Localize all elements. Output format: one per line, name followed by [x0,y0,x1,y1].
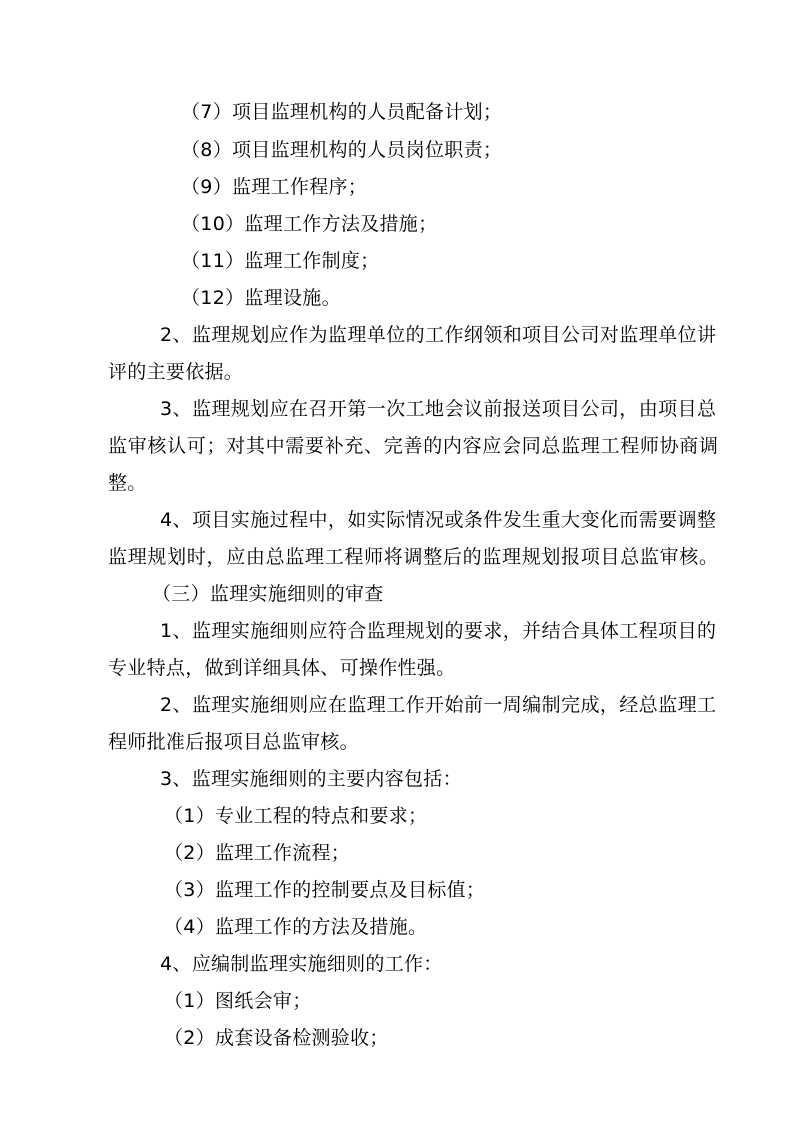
detail-1-line-2: 专业特点，做到详细具体、可操作性强。 [108,657,456,679]
detail-2-line-1: 2、监理实施细则应在监理工作开始前一周编制完成，经总监理工 [160,694,716,716]
detail-4-item-2: （2）成套设备检测验收； [164,1027,389,1049]
detail-3-item-1: （1）专业工程的特点和要求； [164,805,428,827]
detail-1-line-1: 1、监理实施细则应符合监理规划的要求，并结合具体工程项目的 [160,620,716,642]
list-item-8: （8）项目监理机构的人员岗位职责； [181,139,503,161]
detail-4-item-1: （1）图纸会审； [164,990,312,1012]
paragraph-3-line-1: 3、监理规划应在召开第一次工地会议前报送项目公司，由项目总 [160,398,716,420]
paragraph-2-line-1: 2、监理规划应作为监理单位的工作纲领和项目公司对监理单位讲 [160,324,716,346]
paragraph-2-line-2: 评的主要依据。 [108,361,244,383]
section-heading: （三）监理实施细则的审查 [152,583,384,605]
paragraph-3-line-3: 整。 [108,472,147,494]
list-item-7: （7）项目监理机构的人员配备计划； [181,101,503,123]
detail-3-item-2: （2）监理工作流程； [164,842,351,864]
detail-3-item-3: （3）监理工作的控制要点及目标值； [164,879,486,901]
paragraph-3-line-2: 监审核认可；对其中需要补充、完善的内容应会同总监理工程师协商调 [108,435,718,457]
paragraph-4-line-2: 监理规划时，应由总监理工程师将调整后的监理规划报项目总监审核。 [108,546,718,568]
list-item-9: （9）监理工作程序； [181,176,368,198]
list-item-10: （10）监理工作方法及措施； [181,213,438,235]
detail-3-item-4: （4）监理工作的方法及措施。 [164,916,428,938]
detail-3-heading: 3、监理实施细则的主要内容包括： [160,768,462,790]
list-item-11: （11）监理工作制度； [181,250,380,272]
detail-2-line-2: 程师批准后报项目总监审核。 [108,731,359,753]
detail-4-heading: 4、应编制监理实施细则的工作： [160,953,443,975]
paragraph-4-line-1: 4、项目实施过程中，如实际情况或条件发生重大变化而需要调整 [160,509,716,531]
list-item-12: （12）监理设施。 [181,287,341,309]
